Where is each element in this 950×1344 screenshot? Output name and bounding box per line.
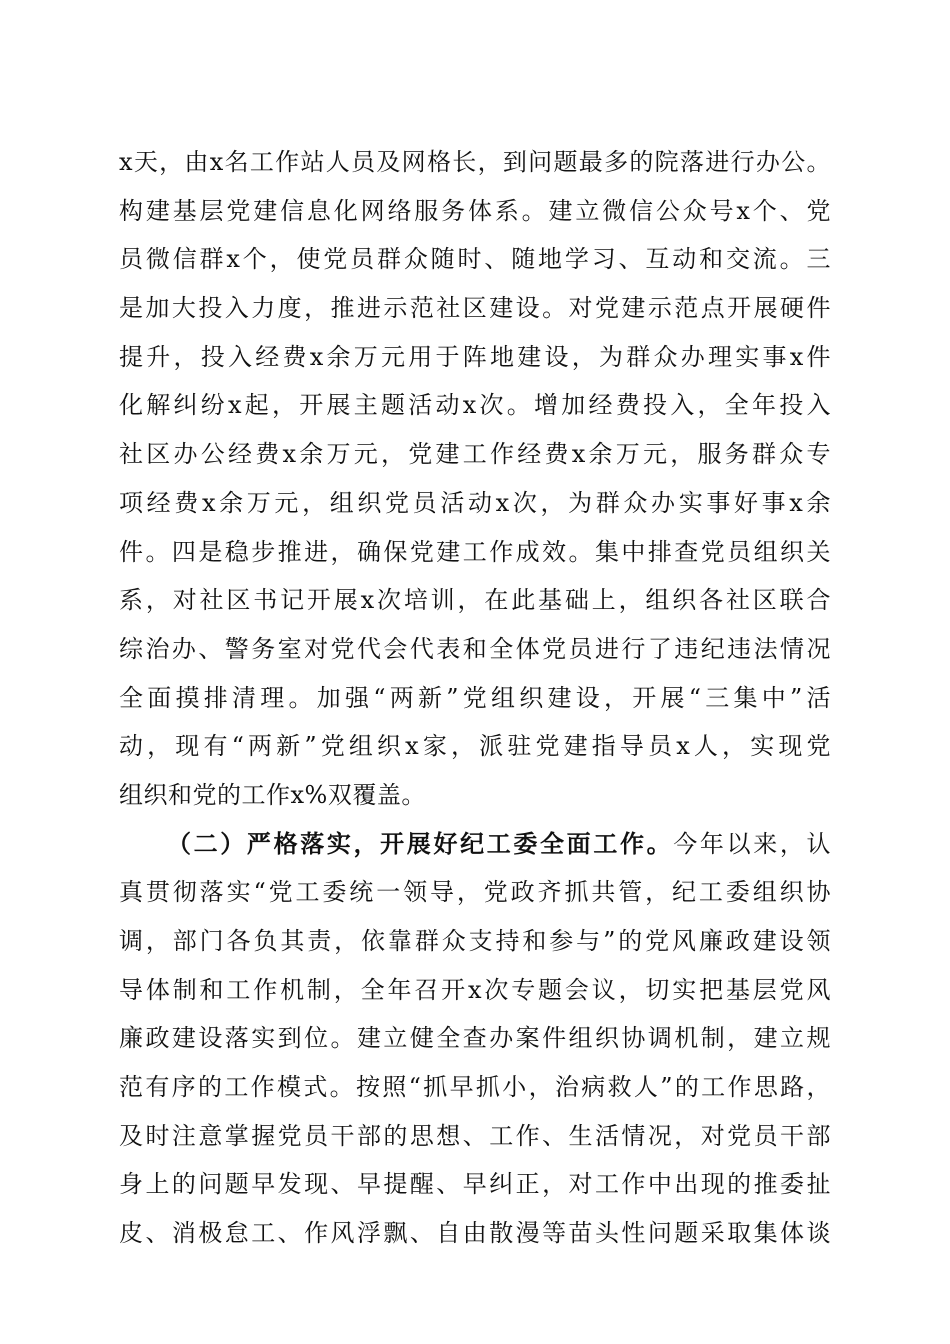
text-line: 系，对社区书记开展x次培训，在此基础上，组织各社区联合 bbox=[119, 586, 831, 615]
document-body bbox=[119, 138, 831, 1258]
text-line: 真贯彻落实“党工委统一领导，党政齐抓共管，纪工委组织协 bbox=[119, 878, 831, 907]
text-line: x天，由x名工作站人员及网格长，到问题最多的院落进行办公。 bbox=[119, 148, 831, 176]
text-line: 构建基层党建信息化网络服务体系。建立微信公众号x个、党 bbox=[119, 196, 831, 225]
text-line: 皮、消极怠工、作风浮飘、自由散漫等苗头性问题采取集体谈 bbox=[119, 1219, 831, 1248]
text-run: 今年以来，认 bbox=[673, 829, 832, 858]
text-line: 组织和党的工作x%双覆盖。 bbox=[119, 780, 426, 809]
text-line: 社区办公经费x余万元，党建工作经费x余万元，服务群众专 bbox=[119, 440, 831, 469]
text-line: 调，部门各负其责，依靠群众支持和参与”的党风廉政建设领 bbox=[119, 927, 831, 955]
text-line: 件。四是稳步推进，确保党建工作成效。集中排查党员组织关 bbox=[119, 537, 831, 566]
text-line: 综治办、警务室对党代会代表和全体党员进行了违纪违法情况 bbox=[119, 634, 831, 663]
text-line: 及时注意掌握党员干部的思想、工作、生活情况，对党员干部 bbox=[119, 1121, 831, 1150]
paragraph-1 bbox=[119, 138, 831, 820]
text-line: 身上的问题早发现、早提醒、早纠正，对工作中出现的推委扯 bbox=[119, 1170, 831, 1199]
text-line: 全面摸排清理。加强“两新”党组织建设，开展“三集中”活 bbox=[119, 683, 831, 712]
text-line: 项经费x余万元，组织党员活动x次，为群众办实事好事x余 bbox=[119, 488, 831, 517]
text-line: 廉政建设落实到位。建立健全查办案件组织协调机制，建立规 bbox=[119, 1024, 831, 1053]
text-line: 员微信群x个，使党员群众随时、随地学习、互动和交流。三 bbox=[119, 245, 831, 274]
text-line: 范有序的工作模式。按照“抓早抓小，治病救人”的工作思路， bbox=[119, 1073, 831, 1102]
text-line: 动，现有“两新”党组织x家，派驻党建指导员x人，实现党 bbox=[119, 732, 831, 761]
text-line: 提升，投入经费x余万元用于阵地建设，为群众办理实事x件 bbox=[119, 342, 831, 371]
paragraph-2 bbox=[119, 820, 831, 1258]
text-line: 导体制和工作机制，全年召开x次专题会议，切实把基层党风 bbox=[119, 975, 831, 1004]
text-line-first bbox=[119, 820, 831, 869]
text-line: 是加大投入力度，推进示范社区建设。对党建示范点开展硬件 bbox=[119, 294, 831, 323]
text-line: 化解纠纷x起，开展主题活动x次。增加经费投入，全年投入 bbox=[119, 391, 831, 420]
section-heading: （二）严格落实，开展好纪工委全面工作。 bbox=[167, 828, 674, 858]
